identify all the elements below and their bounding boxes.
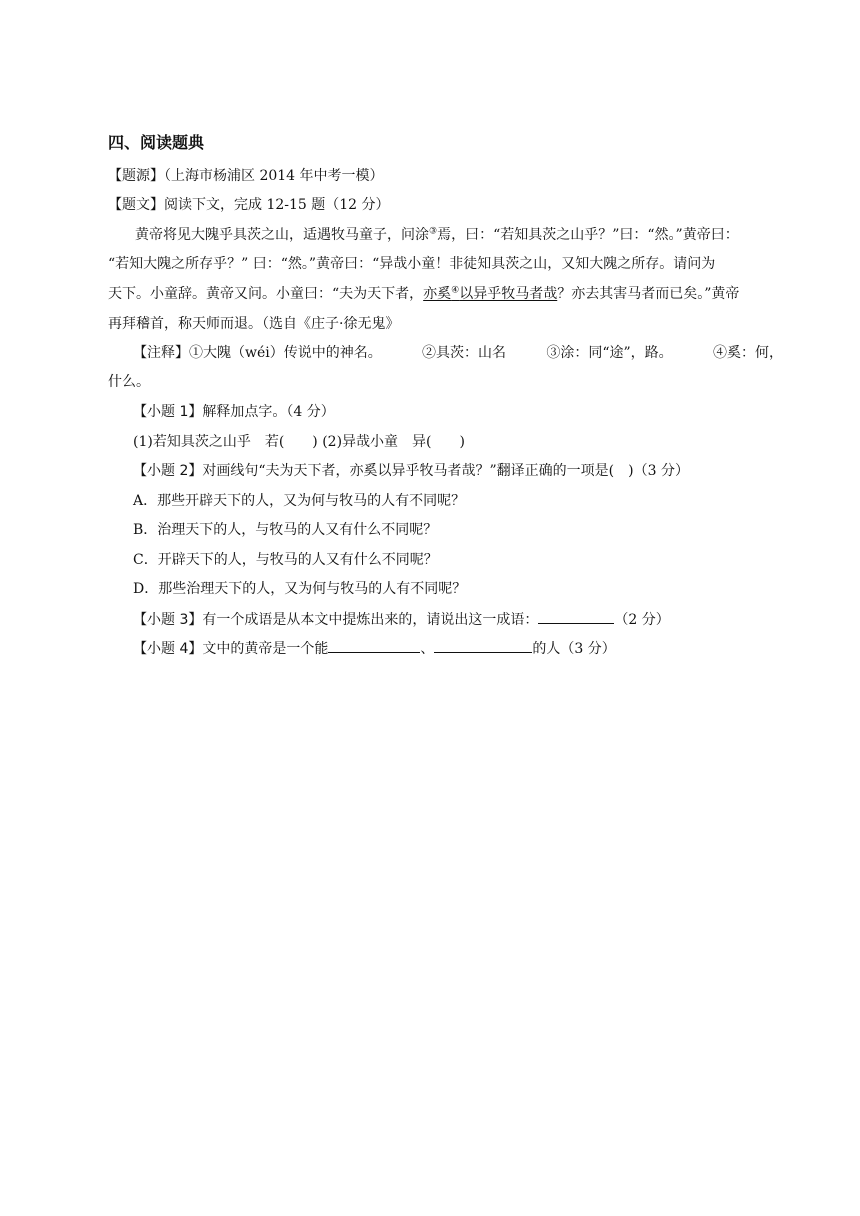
q4-text: 文中的黄帝是一个能 bbox=[202, 641, 329, 657]
q2-line bbox=[133, 461, 689, 481]
q3-answer-blank[interactable] bbox=[538, 609, 614, 624]
q3-score: （2 分） bbox=[614, 612, 670, 628]
passage-line-4: 再拜稽首，称天师而退。（选自《庄子·徐无鬼》 bbox=[108, 316, 400, 332]
q2-label: 【小题 2】 bbox=[133, 463, 203, 479]
question-line bbox=[108, 195, 390, 215]
q1-text: 解释加点字。（4 分） bbox=[202, 404, 335, 420]
q1-item-1: (1)若知具茨之山乎 若( ) bbox=[133, 434, 318, 450]
question-text: 阅读下文，完成 12-15 题（12 分） bbox=[164, 197, 390, 213]
q2-text: 对画线句“夫为天下者，亦奚以异乎牧马者哉？”翻译正确的一项是( )（3 分） bbox=[202, 463, 689, 479]
question-label: 【题文】 bbox=[108, 197, 164, 213]
note-1: ①大隗（wéi）传说中的神名。 bbox=[189, 345, 382, 361]
q1-items bbox=[133, 432, 465, 452]
note-4: ④奚：何， bbox=[712, 345, 783, 361]
q3-label: 【小题 3】 bbox=[133, 612, 203, 628]
q4-answer-blank-1[interactable] bbox=[328, 638, 420, 653]
q1-item-2: (2)异哉小童 异( ) bbox=[322, 434, 465, 450]
section-title: 四、阅读题典 bbox=[108, 133, 205, 152]
passage-line-1 bbox=[135, 225, 739, 245]
q1-line bbox=[133, 402, 335, 422]
q1-label: 【小题 1】 bbox=[133, 404, 203, 420]
passage-line-3 bbox=[108, 284, 739, 304]
q3-text: 有一个成语是从本文中提炼出来的，请说出这一成语： bbox=[202, 612, 539, 628]
q4-line bbox=[133, 638, 616, 659]
notes-continued: 什么。 bbox=[108, 374, 150, 390]
source-label: 【题源】 bbox=[108, 168, 164, 184]
note-2: ②具茨：山名 bbox=[422, 345, 507, 361]
passage-text: 焉，曰：“若知具茨之山乎？”曰：“然。”黄帝曰： bbox=[437, 227, 739, 243]
notes-line bbox=[133, 343, 783, 363]
underlined-sentence: 亦奚④以异乎牧马者哉 bbox=[423, 285, 558, 302]
passage-text: 天下。小童辞。黄帝又问。小童曰：“夫为天下者， bbox=[108, 286, 424, 302]
option-a: A．那些开辟天下的人，又为何与牧马的人有不同呢？ bbox=[133, 493, 466, 509]
option-b: B．治理天下的人，与牧马的人又有什么不同呢？ bbox=[133, 522, 438, 538]
passage-text: 黄帝将见大隗乎具茨之山，适遇牧马童子，问涂 bbox=[135, 227, 429, 243]
passage-text: ？亦去其害马者而已矣。”黄帝 bbox=[557, 286, 740, 302]
note-3: ③涂：同“途”，路。 bbox=[546, 345, 673, 361]
q4-label: 【小题 4】 bbox=[133, 641, 203, 657]
notes-label: 【注释】 bbox=[133, 345, 189, 361]
q4-separator: 、 bbox=[420, 641, 435, 657]
q4-answer-blank-2[interactable] bbox=[434, 638, 532, 653]
q4-tail: 的人（3 分） bbox=[532, 641, 616, 657]
q3-line bbox=[133, 609, 670, 630]
source-line bbox=[108, 166, 384, 186]
option-d: D．那些治理天下的人，又为何与牧马的人有不同呢？ bbox=[133, 581, 467, 597]
option-c: C．开辟天下的人，与牧马的人又有什么不同呢？ bbox=[133, 552, 438, 568]
footnote-marker: ③ bbox=[429, 226, 438, 237]
source-text: （上海市杨浦区 2014 年中考一模） bbox=[164, 168, 384, 184]
passage-line-2: “若知大隗之所存乎？” 曰：“然。”黄帝曰：“异哉小童！非徒知具茨之山，又知大隗之所存。请问为 bbox=[108, 256, 716, 272]
footnote-marker: ④ bbox=[451, 285, 460, 296]
